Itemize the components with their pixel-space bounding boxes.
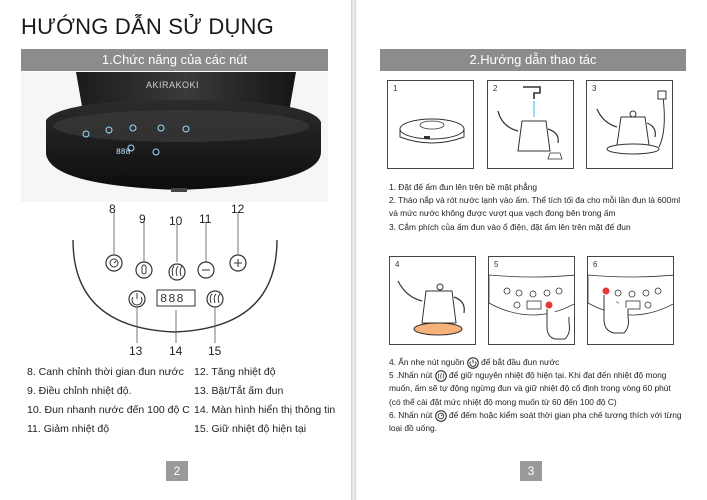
base-plate-illustration [388,81,474,169]
power-icon [467,357,479,369]
legend-item-13: 13. Bật/Tắt ấm đun [194,385,284,397]
instructions-bottom [389,356,682,435]
legend-item-14: 14. Màn hình hiển thị thông tin [194,404,336,416]
callout-15: 15 [208,344,222,358]
instruction-4-after: để bắt đầu đun nước [481,357,560,367]
callout-12: 12 [231,202,245,216]
right-page [356,0,707,500]
instruction-6-before: 6. Nhấn nút [389,409,433,420]
plug-in-illustration [587,81,673,169]
legend-item-11: 11. Giảm nhiệt độ [27,423,110,435]
instruction-5-after: để giữ nguyên nhiệt độ hiện tại. Khi đạt đến nhiệt độ mong [448,370,667,381]
instruction-line-3: 3. Cắm phích của ấm đun vào ổ điện, đặt ấm lên trên mặt đế đun [389,221,631,232]
display-digits: 888 [160,292,185,306]
step-number-4: 4 [395,260,400,269]
page-number-left: 2 [166,461,188,481]
callout-9: 9 [139,212,146,226]
kettle-base-photo [21,72,328,202]
legend-item-12: 12. Tăng nhiệt độ [194,366,276,378]
instruction-6-line2: loại đồ uống. [389,423,437,434]
temp-adjust-button-icon [136,262,152,278]
step-box-6 [587,256,674,345]
step-number-2: 2 [493,84,498,93]
legend-item-15: 15. Giữ nhiệt độ hiện tại [194,423,307,435]
fill-water-illustration [488,81,574,169]
callout-10: 10 [169,214,183,228]
instruction-6-after: để đếm hoặc kiểm soát thời gian pha chế tương thích với từng [448,409,682,420]
step-number-3: 3 [592,84,597,93]
instruction-4-before: 4. Ấn nhẹ nút nguồn [389,357,465,367]
instruction-5-line3: (có thể cài đặt mức nhiệt độ mong muốn từ 60 đến 100 độ C) [389,396,617,407]
press-timer-illustration [588,257,674,345]
keep-warm-button-icon [207,291,223,307]
legend-item-8: 8. Canh chỉnh thời gian đun nước [27,366,184,378]
callout-13: 13 [129,344,143,358]
page-number-right: 3 [520,461,542,481]
instruction-5 [389,369,682,382]
instruction-line-2: 2. Tháo nắp và rót nước lạnh vào ấm. Thể tích tối đa cho mỗi lần đun là 600ml [389,195,681,206]
section-title-buttons: 1.Chức năng của các nút [21,49,328,71]
step-box-3 [586,80,673,169]
instruction-5-before: 5 .Nhấn nút [389,370,433,381]
page-title: HƯỚNG DẪN SỬ DỤNG [21,14,274,39]
callout-14: 14 [169,344,183,358]
callout-11: 11 [199,212,212,226]
section-title-operation: 2.Hướng dẫn thao tác [380,49,686,71]
instruction-6 [389,409,682,422]
instruction-line-1: 1. Đặt đế ấm đun lên trên bề mặt phẳng [389,182,538,192]
step-box-1 [387,80,474,169]
kettle-base-illustration [21,72,328,202]
step-box-2 [487,80,574,169]
press-keep-warm-illustration [489,257,575,345]
instruction-4 [389,356,682,369]
step-box-5 [488,256,575,345]
left-page [0,0,351,500]
step-number-1: 1 [393,84,398,93]
instructions-top [389,181,680,234]
keep-warm-icon [435,370,447,382]
legend-item-9: 9. Điều chỉnh nhiệt độ. [27,385,132,397]
boil-button-icon [169,264,185,280]
step-number-5: 5 [494,260,499,269]
instruction-line-2b: và mức nước không được vượt qua vạch đong bên trong ấm [389,208,616,219]
step-box-4 [389,256,476,345]
timer-icon [435,410,447,422]
legend-item-10: 10. Đun nhanh nước đến 100 độ C [27,404,190,416]
callout-8: 8 [109,202,116,216]
svg-text:888: 888 [116,148,131,157]
instruction-5-line2: muốn, ấm sẽ tự động ngừng đun và giữ nhiệt độ cố định trong vòng 60 phút [389,383,671,394]
brand-logo: AKIRAKOKI [146,80,200,90]
kettle-on-base-illustration [390,257,476,345]
button-diagram [21,200,328,360]
step-number-6: 6 [593,260,598,269]
